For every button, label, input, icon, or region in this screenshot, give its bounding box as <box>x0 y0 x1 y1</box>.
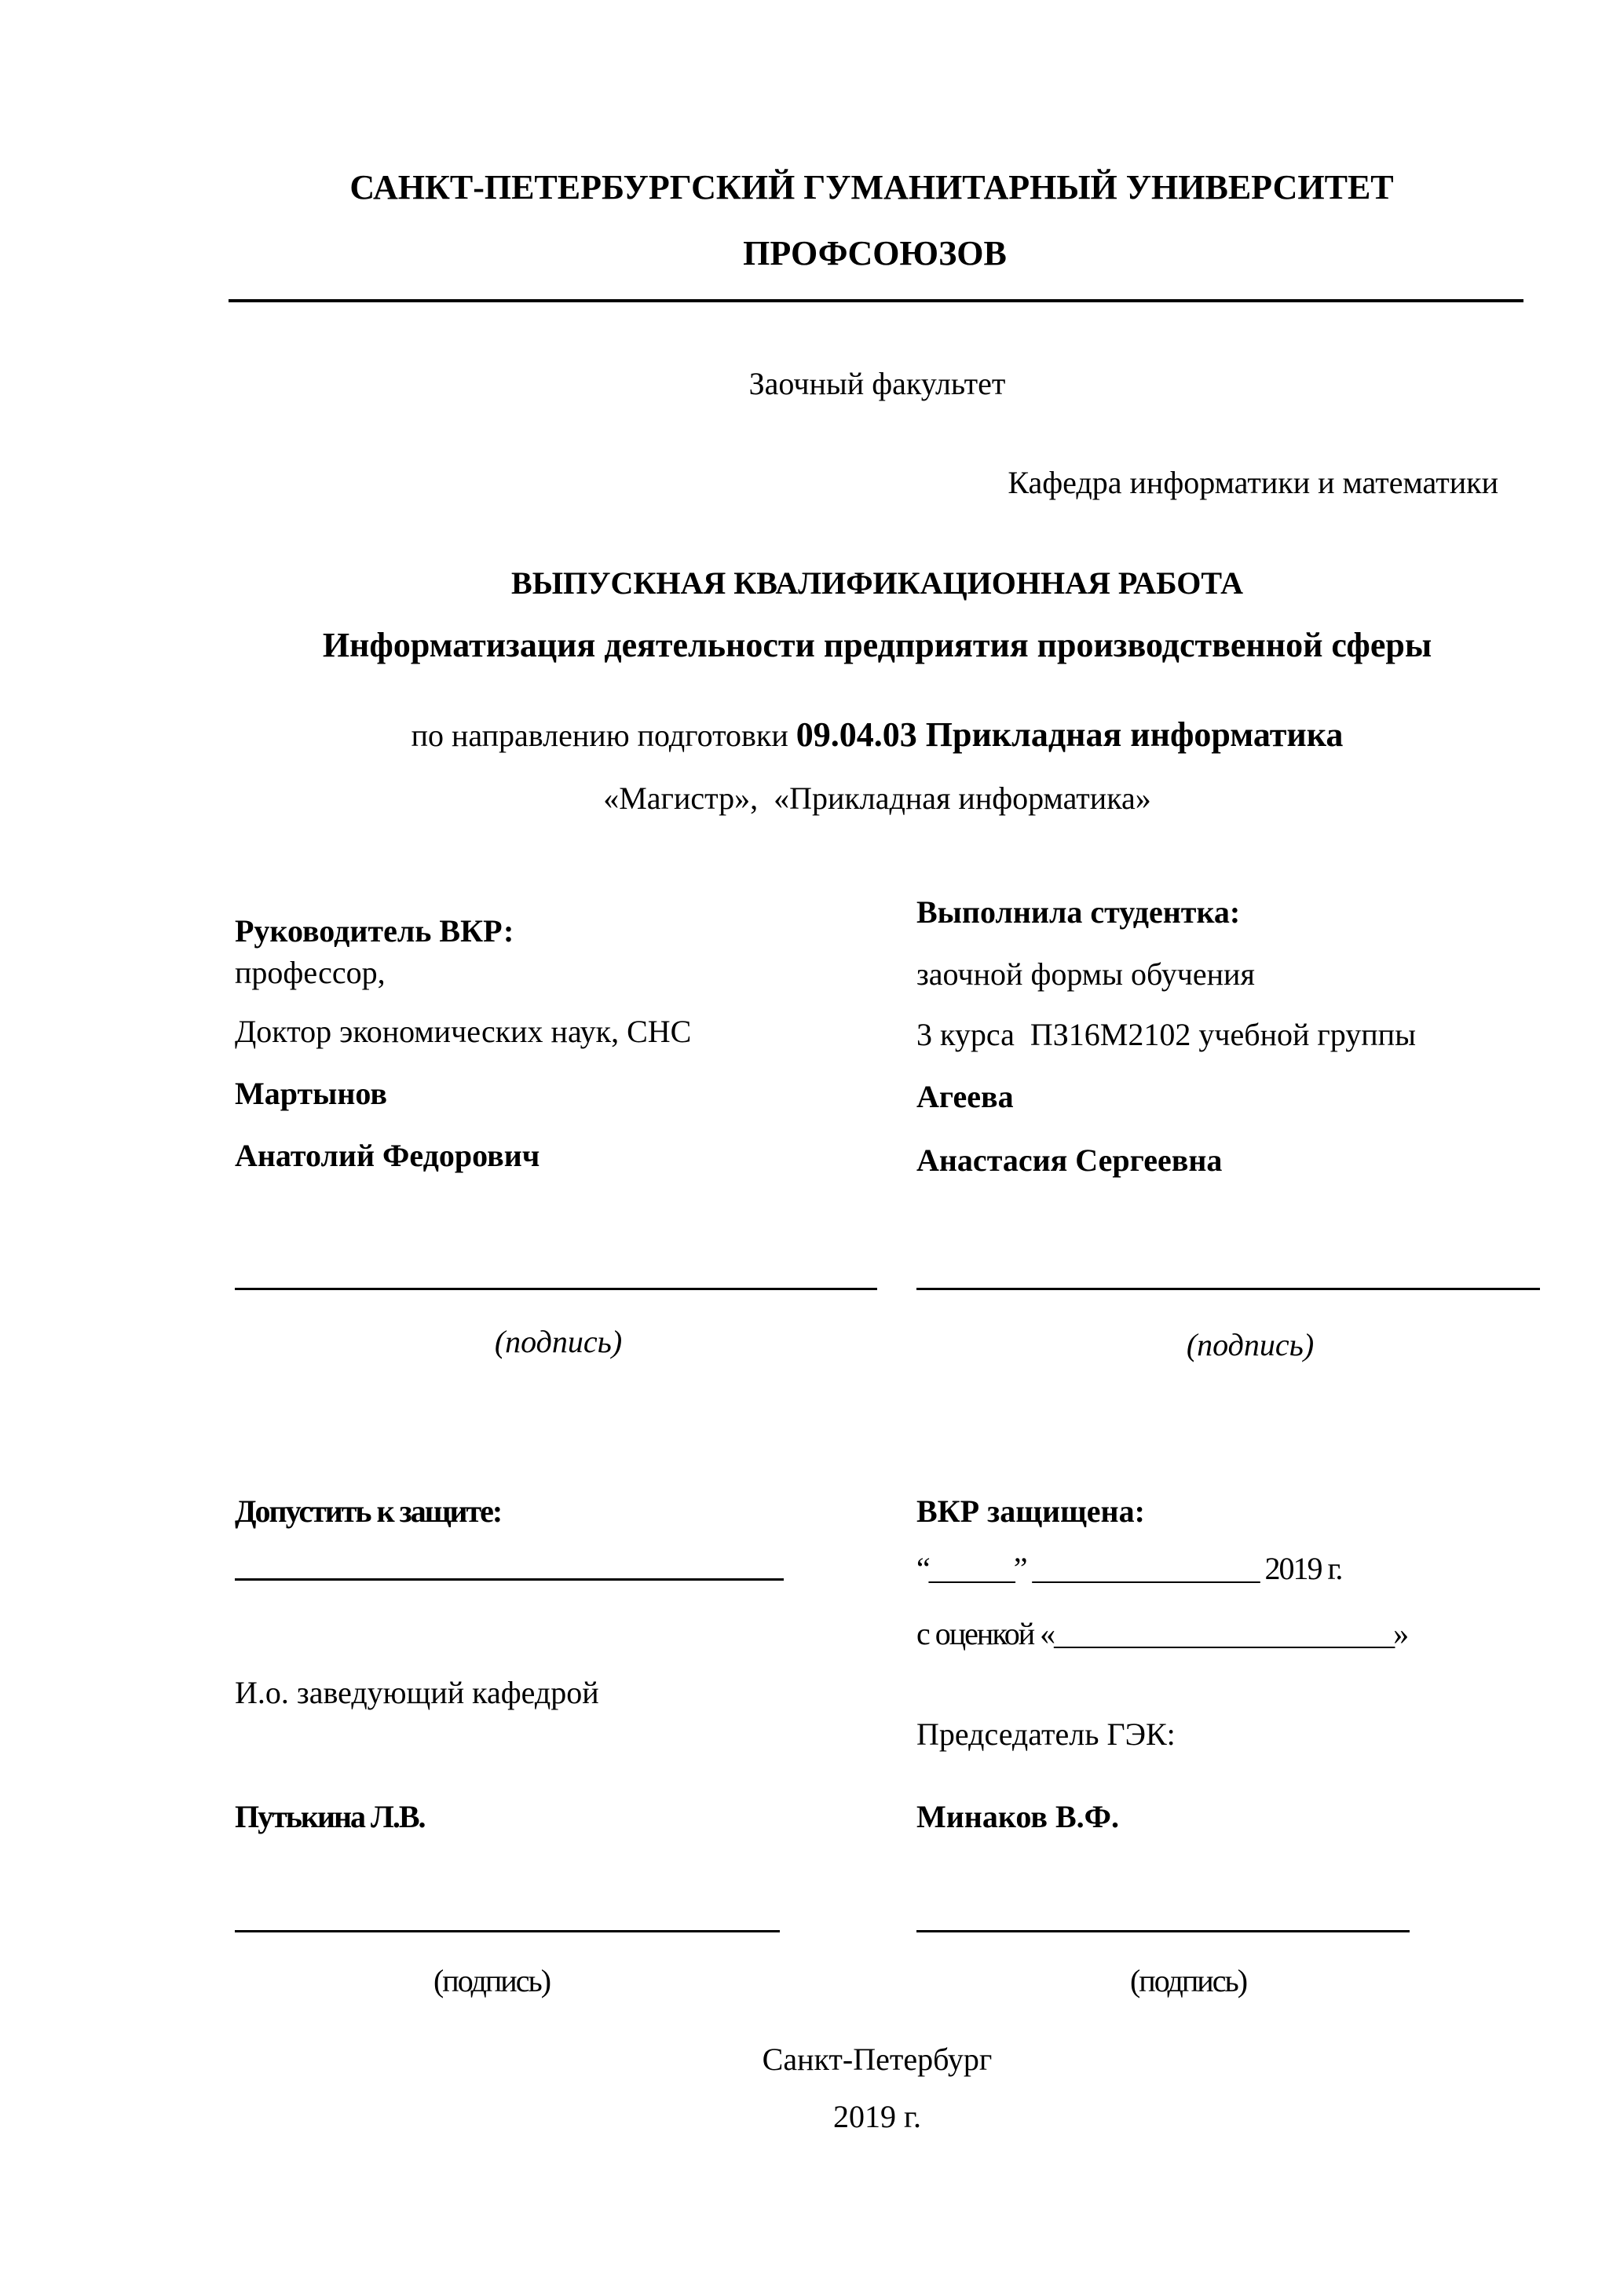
direction-prefix: по направлению подготовки <box>411 718 796 753</box>
student-label: Выполнила студентка: <box>916 894 1241 930</box>
acting-head-name: Путькина Л.В. <box>235 1799 425 1834</box>
admission-label: Допустить к защите: <box>235 1493 502 1529</box>
university-name-line2: ПРОФСОЮЗОВ <box>743 234 1007 272</box>
supervisor-label: Руководитель ВКР: <box>235 913 514 949</box>
student-group: 3 курса ПЗ16М2102 учебной группы <box>916 1017 1416 1052</box>
defense-grade-line: с оценкой «________________________» <box>916 1616 1408 1651</box>
defense-label: ВКР защищена: <box>916 1493 1145 1529</box>
university-name-line1: САНКТ-ПЕТЕРБУРГСКИЙ ГУМАНИТАРНЫЙ УНИВЕРСИТЕТ <box>349 168 1394 207</box>
gek-chair-signature-label: (подпись) <box>1129 1963 1247 1998</box>
direction <box>411 715 1344 755</box>
supervisor-position: профессор, <box>235 955 386 990</box>
supervisor-surname: Мартынов <box>235 1076 388 1111</box>
year: 2019 г. <box>833 2099 921 2134</box>
student-name: Анастасия Сергеевна <box>916 1143 1223 1178</box>
student-signature-label: (подпись) <box>1186 1327 1315 1362</box>
work-type: ВЫПУСКНАЯ КВАЛИФИКАЦИОННАЯ РАБОТА <box>511 565 1243 601</box>
supervisor-signature-label: (подпись) <box>494 1324 623 1359</box>
gek-chair-label: Председатель ГЭК: <box>916 1717 1176 1752</box>
department: Кафедра информатики и математики <box>1008 465 1498 500</box>
acting-head-signature-label: (подпись) <box>433 1963 550 1998</box>
supervisor-name: Анатолий Федорович <box>235 1138 540 1173</box>
city: Санкт-Петербург <box>762 2042 993 2077</box>
degree: «Магистр», «Прикладная информатика» <box>603 781 1151 816</box>
gek-chair-signature-line <box>916 1930 1410 1932</box>
student-surname: Агеева <box>916 1079 1014 1114</box>
acting-head-role: И.о. заведующий кафедрой <box>235 1675 599 1710</box>
gek-chair-name: Минаков В.Ф. <box>916 1799 1120 1834</box>
admission-signature-line <box>235 1578 784 1581</box>
header-rule <box>229 299 1523 302</box>
defense-date-line: “______” ________________ 2019 г. <box>916 1551 1342 1586</box>
faculty: Заочный факультет <box>748 366 1006 401</box>
supervisor-signature-line <box>235 1288 877 1290</box>
student-signature-line <box>916 1288 1540 1290</box>
direction-name: 09.04.03 Прикладная информатика <box>796 715 1344 754</box>
student-form: заочной формы обучения <box>916 956 1255 992</box>
work-title: Информатизация деятельности предприятия производственной сферы <box>322 626 1432 664</box>
supervisor-degree: Доктор экономических наук, СНС <box>235 1014 692 1049</box>
acting-head-signature-line <box>235 1930 780 1932</box>
